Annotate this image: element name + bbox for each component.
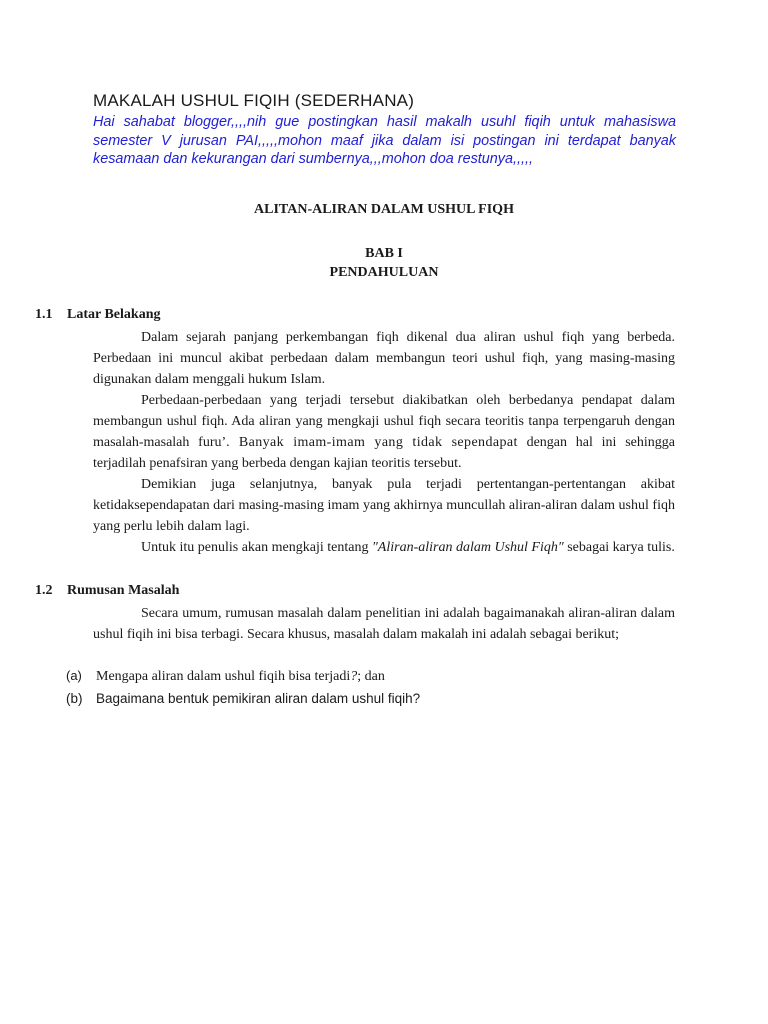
section-number: 1.2 xyxy=(35,583,53,598)
section-1-2-body xyxy=(93,603,675,645)
paragraph-text: Banyak imam-imam yang tidak sependapat xyxy=(229,435,518,450)
section-heading-1-1 xyxy=(35,307,160,323)
list-marker: (b) xyxy=(66,691,83,706)
section-heading-1-2 xyxy=(35,583,179,599)
paragraph-text: dengan hal ini sehingga terjadilah penafsiran yang berbeda dengan kajian teoritis tersebut. xyxy=(93,435,675,471)
list-text: Bagaimana bentuk pemikiran aliran dalam ushul fiqih? xyxy=(96,691,421,706)
list-item-b xyxy=(66,691,420,706)
section-number: 1.1 xyxy=(35,307,53,322)
chapter-number: BAB I xyxy=(365,246,403,261)
list-text: Mengapa aliran dalam ushul fiqih bisa terjadi xyxy=(96,669,351,684)
chapter-title: PENDAHULUAN xyxy=(329,265,439,280)
paragraph xyxy=(93,390,675,474)
intro-paragraph: Hai sahabat blogger,,,,nih gue postingkan hasil makalh usuhl fiqih untuk mahasiswa semester V jurusan PAI,,,,,mohon maaf jika dalam isi postingan ini terdapat banyak kesamaan dan kekurangan dari sumbernya,,,mohon doa restunya,,,,, xyxy=(93,114,676,167)
section-1-1-body xyxy=(93,327,675,558)
list-text: ? xyxy=(350,669,358,684)
section-title: Latar Belakang xyxy=(67,307,161,322)
paragraph: Dalam sejarah panjang perkembangan fiqh dikenal dua aliran ushul fiqh yang berbeda. Perbedaan ini muncul akibat perbedaan dalam membangun teori ushul fiqh, yang masing-masing digunakan dalam menggali hukum Islam. xyxy=(93,330,675,387)
paragraph-text: sebagai karya tulis. xyxy=(563,540,675,555)
section-title: Rumusan Masalah xyxy=(67,583,180,598)
list-text: ; dan xyxy=(357,669,385,684)
list-item-a xyxy=(66,668,385,685)
document-title: ALITAN-ALIRAN DALAM USHUL FIQH xyxy=(254,202,514,217)
paragraph-text: Untuk itu penulis akan mengkaji tentang xyxy=(141,540,372,555)
emphasis-text: ″Aliran-aliran dalam Ushul Fiqh″ xyxy=(371,540,564,555)
paragraph-text: Perbedaan-perbedaan yang terjadi tersebut diakibatkan oleh berbedanya pendapat dalam membangun ushul fiqh. Ada aliran yang mengkaji ushul fiqh secara teoritis tanpa terpengaruh dengan masalah-masalah furu’. xyxy=(93,393,675,450)
paragraph xyxy=(93,537,675,558)
paragraph: Demikian juga selanjutnya, banyak pula terjadi pertentangan-pertentangan akibat ketidaksependapatan dari masing-masing imam yang akhirnya muncullah aliran-aliran dalam ushul fiqh yang perlu lebih dalam lagi. xyxy=(93,477,675,534)
list-marker: (a) xyxy=(66,668,82,683)
paragraph: Secara umum, rumusan masalah dalam penelitian ini adalah bagaimanakah aliran-aliran dalam ushul fiqih ini bisa terbagi. Secara khusus, masalah dalam makalah ini adalah sebagai berikut; xyxy=(93,606,675,642)
page-heading: MAKALAH USHUL FIQIH (SEDERHANA) xyxy=(93,91,415,110)
